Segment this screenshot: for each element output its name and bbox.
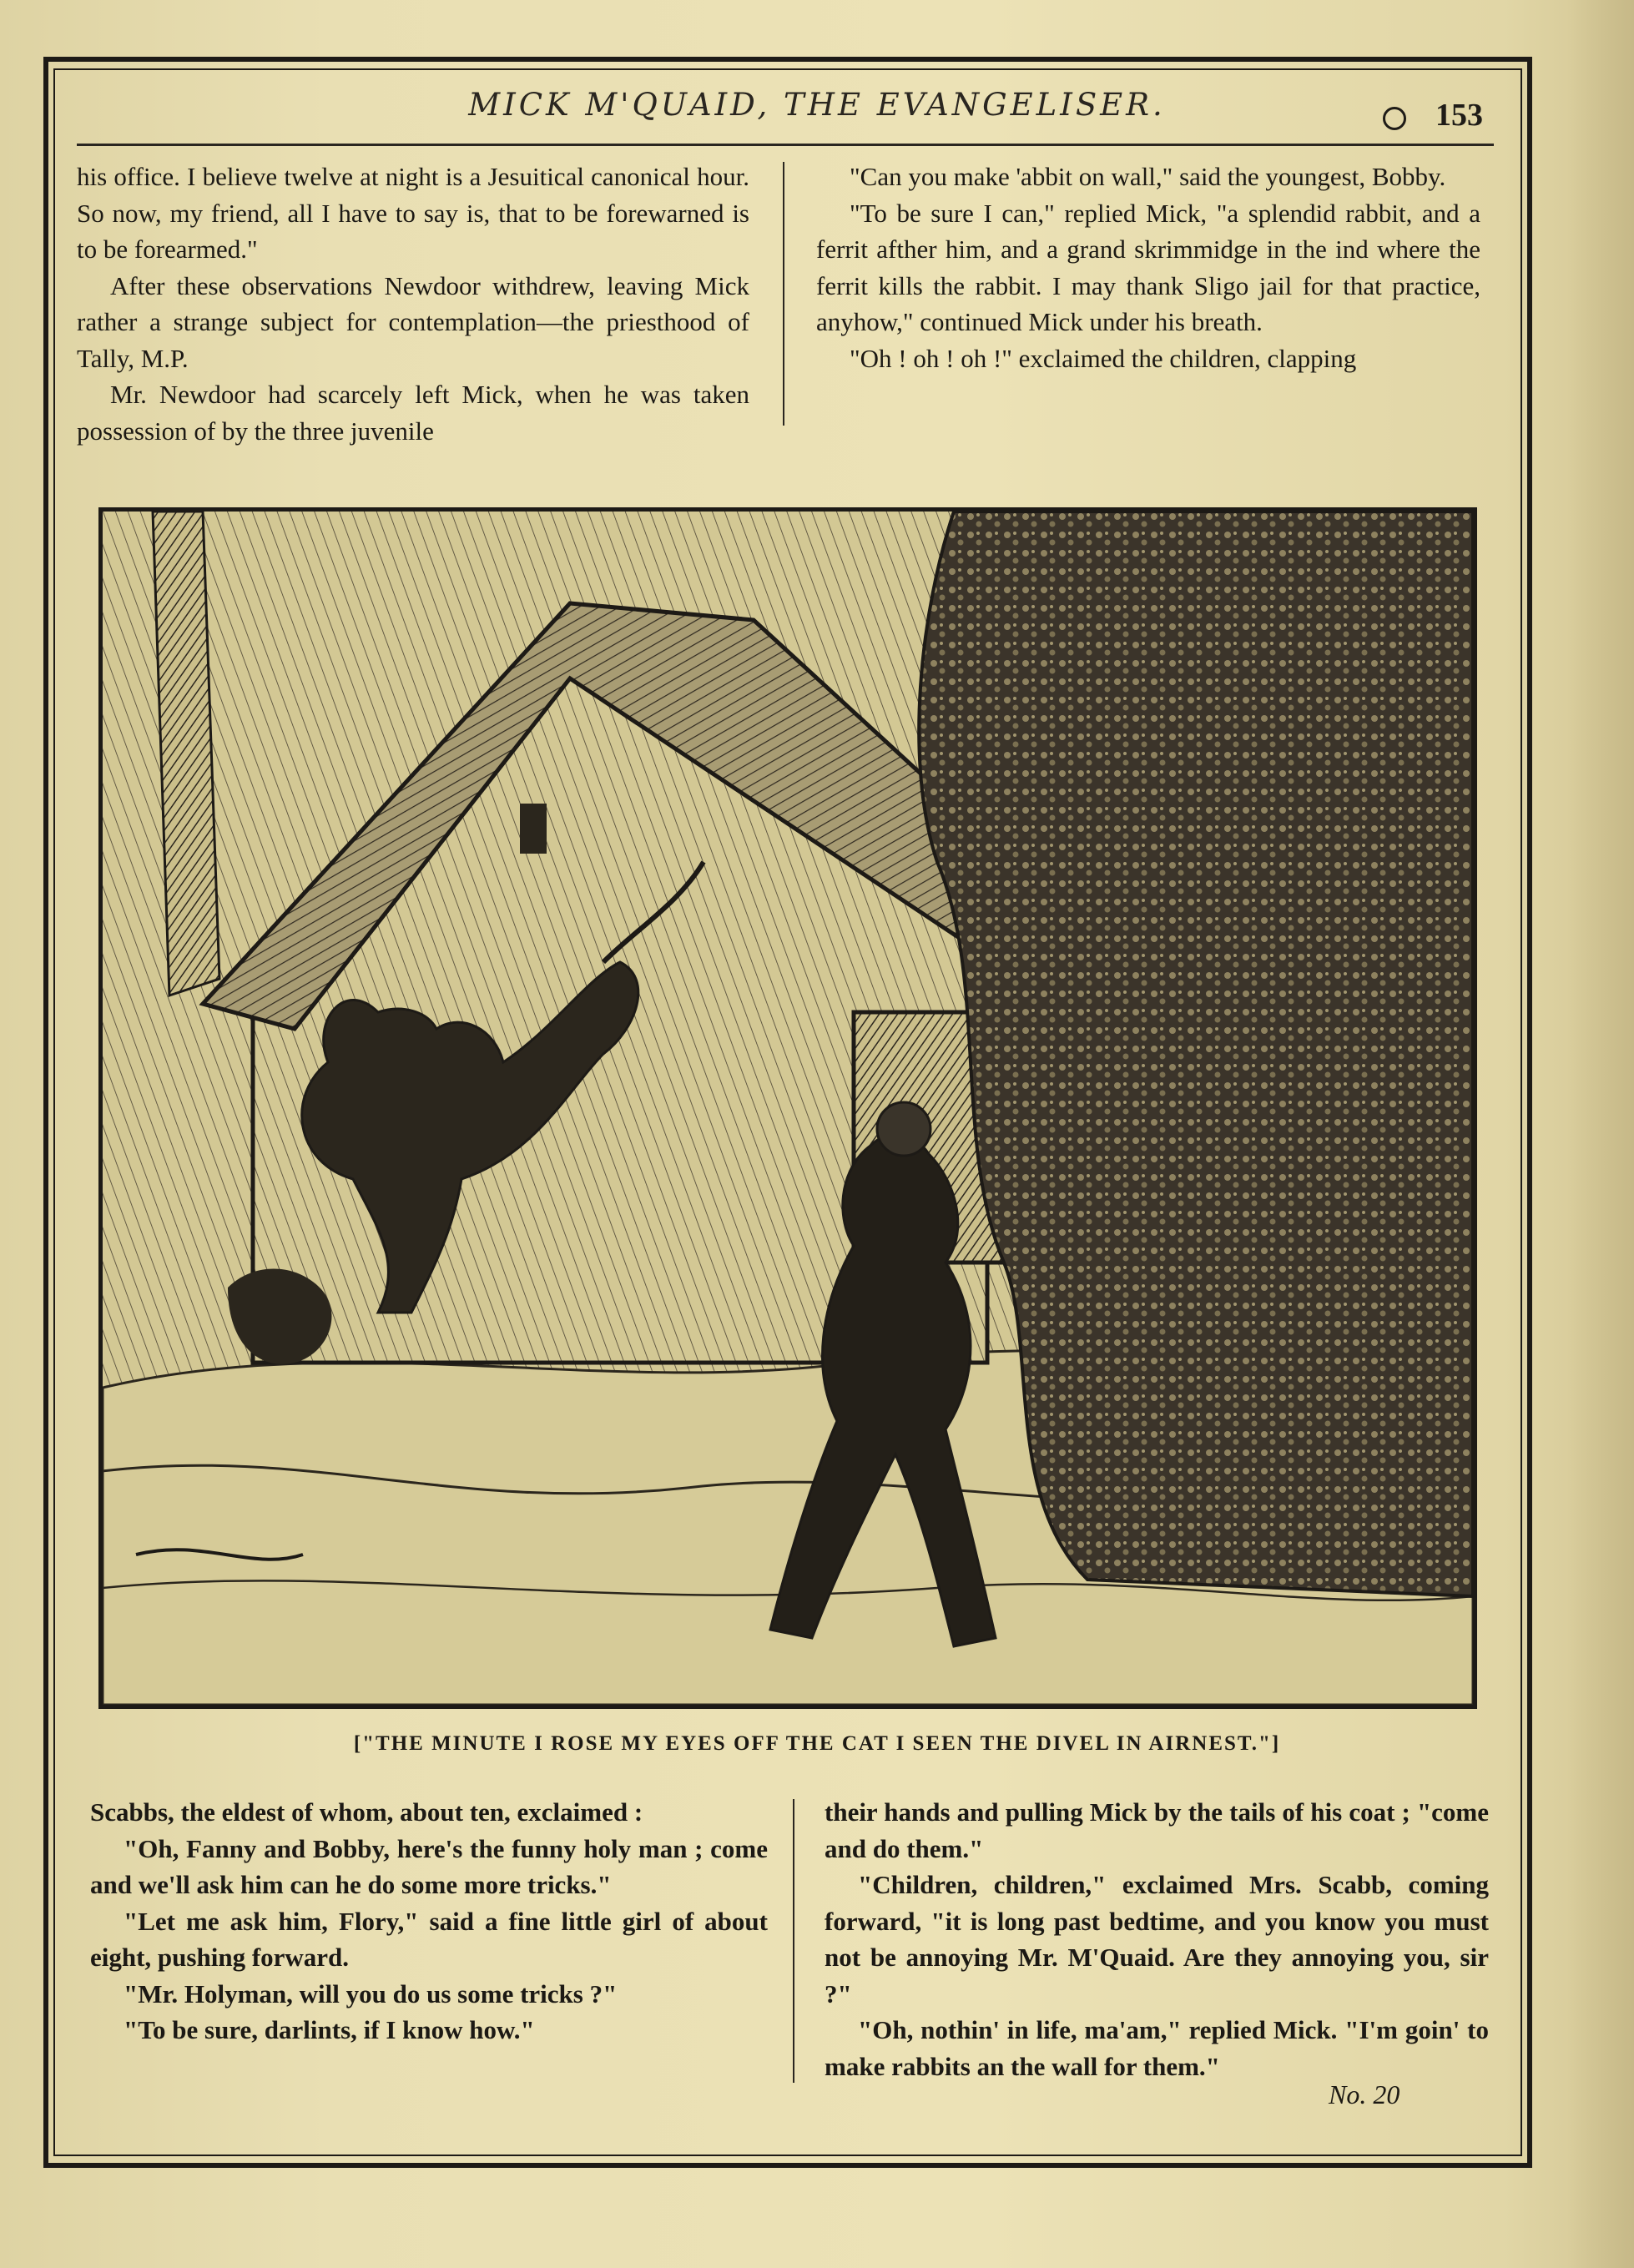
- illustration-caption: ["THE MINUTE I ROSE MY EYES OFF THE CAT I SEEN THE DIVEL IN AIRNEST."]: [353, 1732, 1281, 1755]
- page-number: 153: [1435, 98, 1483, 133]
- paragraph: After these observations Newdoor withdrew, leaving Mick rather a strange subject for contemplation—the priesthood of Tally, M.P.: [77, 270, 749, 373]
- paragraph: Mr. Newdoor had scarcely left Mick, when he was taken possession of by the three juvenile: [77, 380, 749, 446]
- paragraph: "To be sure I can," replied Mick, "a splendid rabbit, and a ferrit afther him, and a grand skrimmidge in the ind where the ferrit kills the rabbit. I may thank Sligo jail for that practice, anyhow," continued Mick under his breath.: [816, 198, 1480, 336]
- paragraph: "Oh ! oh ! oh !" exclaimed the children, clapping: [850, 343, 1357, 373]
- engraving-art: [103, 512, 1473, 1705]
- issue-number: No. 20: [1329, 2079, 1400, 2109]
- paragraph: "Oh, nothin' in life, ma'am," replied Mick. "I'm goin' to make rabbits an the wall for them.": [825, 2015, 1489, 2081]
- bottom-right-column: [825, 1794, 1489, 2084]
- paragraph: "Let me ask him, Flory," said a fine little girl of about eight, pushing forward.: [90, 1906, 768, 1972]
- header-rule: [77, 144, 1494, 146]
- running-title: MICK M'QUAID, THE EVANGELISER.: [468, 87, 1166, 123]
- column-rule-bottom: [793, 1799, 794, 2083]
- roof-window: [520, 804, 547, 854]
- paragraph: Scabbs, the eldest of whom, about ten, exclaimed :: [90, 1797, 643, 1827]
- paragraph: "Can you make 'abbit on wall," said the youngest, Bobby.: [850, 162, 1446, 191]
- paragraph: "Children, children," exclaimed Mrs. Scabb, coming forward, "it is long past bedtime, and you know you must not be annoying Mr. M'Quaid. Are they annoying you, sir ?": [825, 1870, 1489, 2008]
- facing-page-edge: [1567, 0, 1634, 2268]
- paragraph: "Mr. Holyman, will you do us some tricks ?": [124, 1978, 618, 2008]
- paragraph: "To be sure, darlints, if I know how.": [124, 2015, 535, 2044]
- printer-mark-icon: [1383, 107, 1406, 130]
- top-right-column: [816, 159, 1480, 376]
- paragraph: their hands and pulling Mick by the tails of his coat ; "come and do them.": [825, 1797, 1489, 1863]
- bottom-left-column: [90, 1794, 768, 2049]
- paragraph: "Oh, Fanny and Bobby, here's the funny holy man ; come and we'll ask him can he do some more tricks.": [90, 1833, 768, 1899]
- man-head: [877, 1102, 930, 1156]
- column-rule-top: [783, 162, 784, 426]
- engraving-illustration: [98, 507, 1477, 1709]
- top-left-column: [77, 159, 749, 449]
- paragraph: his office. I believe twelve at night is a Jesuitical canonical hour. So now, my friend, all I have to say is, that to be forewarned is to be forearmed.": [77, 162, 749, 264]
